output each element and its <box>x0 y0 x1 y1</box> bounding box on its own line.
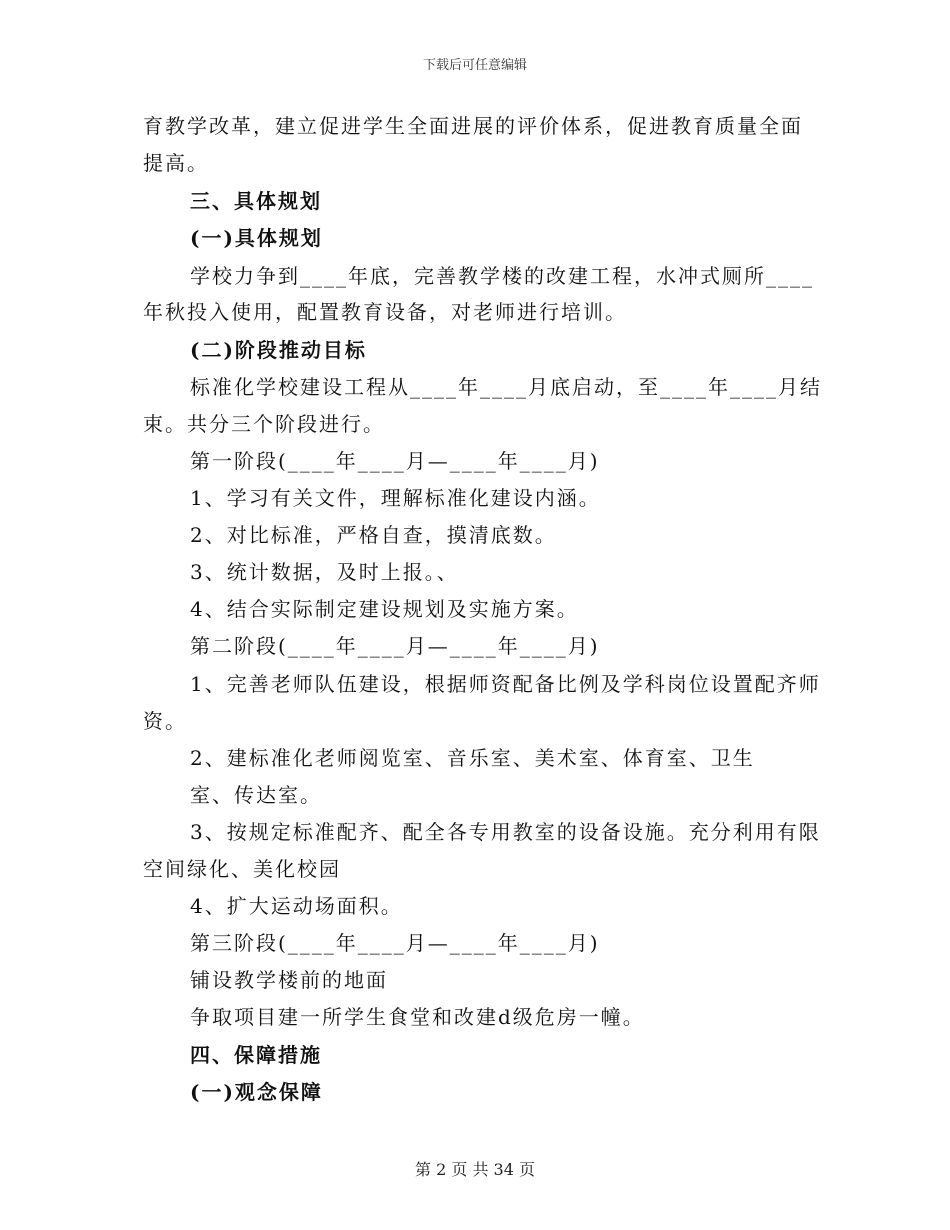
body-line: 资。 <box>143 709 187 733</box>
page-header-note: 下载后可任意编辑 <box>422 58 527 73</box>
body-line: 育教学改革，建立促进学生全面进展的评价体系，促进教育质量全面 <box>143 114 803 138</box>
page-number-footer: 第 2 页 共 34 页 <box>415 1160 535 1179</box>
list-item: 1、完善老师队伍建设，根据师资配备比例及学科岗位设置配齐师 <box>190 672 821 696</box>
body-line: 争取项目建一所学生食堂和改建d级危房一幢。 <box>190 1005 645 1029</box>
list-item: 1、学习有关文件，理解标准化建设内涵。 <box>190 486 601 510</box>
subsection-heading: (一)观念保障 <box>190 1080 323 1104</box>
body-line: 空间绿化、美化校园 <box>143 857 341 881</box>
body-line: 室、传达室。 <box>190 783 322 807</box>
list-item: 3、按规定标准配齐、配全各专用教室的设备设施。充分利用有限 <box>190 820 821 844</box>
subsection-heading: (二)阶段推动目标 <box>190 338 367 362</box>
body-line: 提高。 <box>143 151 209 175</box>
body-line: 标准化学校建设工程从____年____月底启动，至____年____月结 <box>190 375 822 399</box>
stage-heading: 第二阶段(____年____月—____年____月) <box>190 634 600 658</box>
section-heading: 四、保障措施 <box>190 1043 322 1067</box>
list-item: 4、扩大运动场面积。 <box>190 894 403 918</box>
list-item: 3、统计数据，及时上报。、 <box>190 560 459 584</box>
subsection-heading: (一)具体规划 <box>190 226 323 250</box>
list-item: 2、建标准化老师阅览室、音乐室、美术室、体育室、卫生 <box>190 746 755 770</box>
list-item: 2、对比标准，严格自查，摸清底数。 <box>190 523 557 547</box>
stage-heading: 第一阶段(____年____月—____年____月) <box>190 449 600 473</box>
body-line: 年秋投入使用，配置教育设备，对老师进行培训。 <box>143 300 627 324</box>
body-line: 学校力争到____年底，完善教学楼的改建工程，水冲式厕所____ <box>190 264 814 288</box>
stage-heading: 第三阶段(____年____月—____年____月) <box>190 931 600 955</box>
section-heading: 三、具体规划 <box>190 189 322 213</box>
body-line: 铺设教学楼前的地面 <box>190 968 388 992</box>
list-item: 4、结合实际制定建设规划及实施方案。 <box>190 597 579 621</box>
body-line: 束。共分三个阶段进行。 <box>143 412 385 436</box>
